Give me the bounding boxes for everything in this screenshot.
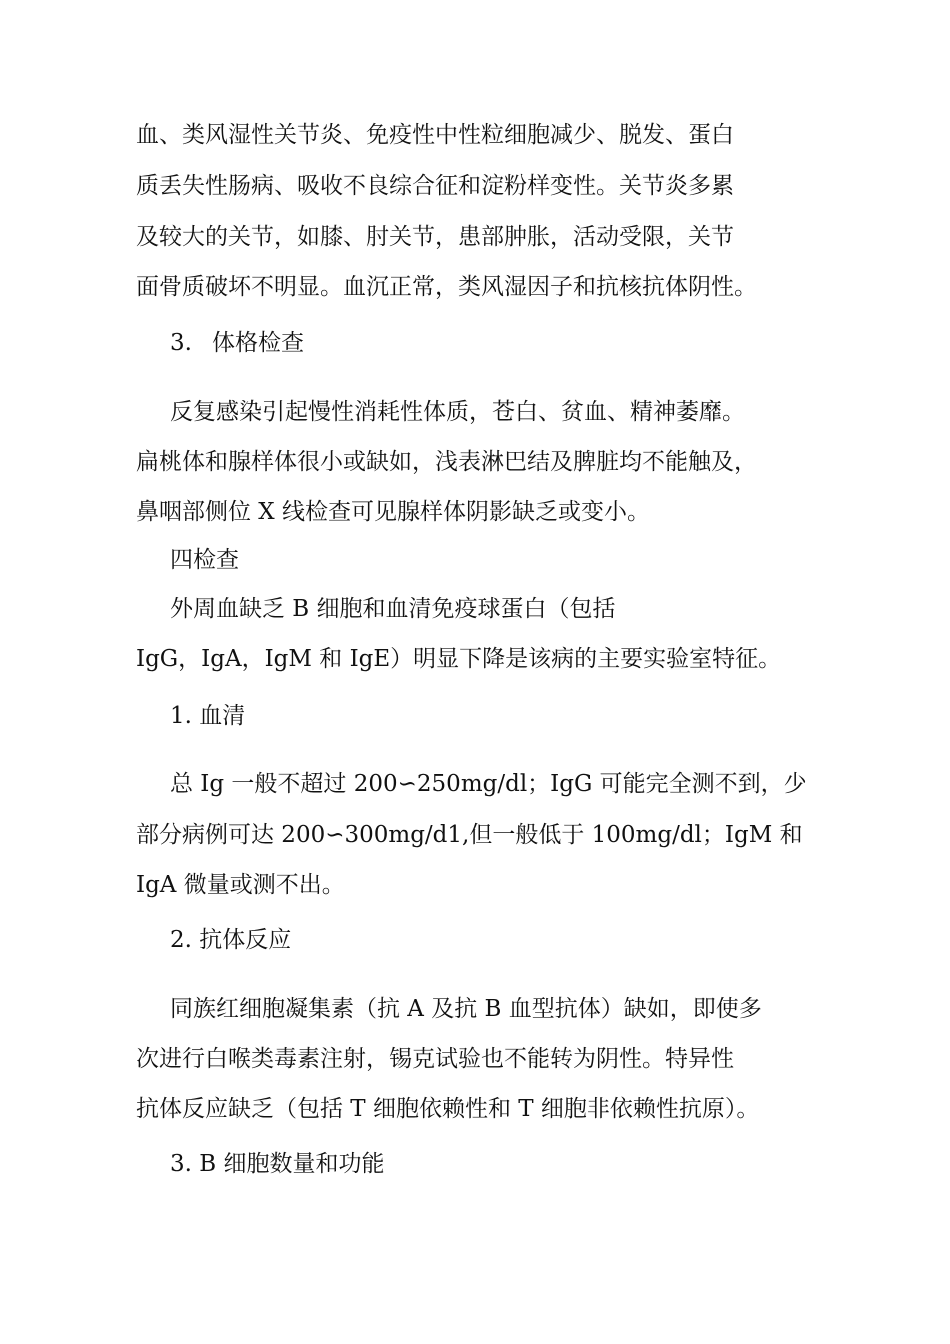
paragraph-line: 次进行白喉类毒素注射，锡克试验也不能转为阴性。特异性 (136, 1046, 734, 1072)
paragraph-line: 及较大的关节，如膝、肘关节，患部肿胀，活动受限，关节 (136, 224, 734, 250)
paragraph-line: 面骨质破坏不明显。血沉正常，类风湿因子和抗核抗体阴性。 (136, 274, 757, 300)
heading-number: 3. (170, 330, 192, 356)
paragraph-line: 抗体反应缺乏（包括 T 细胞依赖性和 T 细胞非依赖性抗原）。 (136, 1096, 760, 1122)
paragraph-line: 外周血缺乏 B 细胞和血清免疫球蛋白（包括 (170, 596, 616, 622)
paragraph-line: 鼻咽部侧位 X 线检查可见腺样体阴影缺乏或变小。 (136, 499, 650, 525)
paragraph-line: 质丢失性肠病、吸收不良综合征和淀粉样变性。关节炎多累 (136, 173, 734, 199)
paragraph-line: 扁桃体和腺样体很小或缺如，浅表淋巴结及脾脏均不能触及， (136, 449, 757, 475)
paragraph-line: 总 Ig 一般不超过 200∽250mg/dl；IgG 可能完全测不到，少 (170, 771, 807, 797)
paragraph-line: 同族红细胞凝集素（抗 A 及抗 B 血型抗体）缺如，即使多 (170, 996, 762, 1022)
section-heading-exam: 四检查 (170, 547, 239, 573)
paragraph-line: 部分病例可达 200∽300mg/d1,但一般低于 100mg/dl；IgM 和 (136, 822, 803, 848)
section-heading-serum: 1. 血清 (170, 703, 246, 729)
paragraph-line: IgA 微量或测不出。 (136, 872, 345, 898)
paragraph-line: 反复感染引起慢性消耗性体质，苍白、贫血、精神萎靡。 (170, 399, 745, 425)
section-heading-bcell: 3. B 细胞数量和功能 (170, 1151, 385, 1177)
section-heading-antibody: 2. 抗体反应 (170, 927, 292, 953)
heading-text: 体格检查 (211, 330, 304, 356)
paragraph-line: 血、类风湿性关节炎、免疫性中性粒细胞减少、脱发、蛋白 (136, 122, 734, 148)
section-heading-physical-exam (170, 328, 860, 358)
paragraph-line: IgG，IgA，IgM 和 IgE）明显下降是该病的主要实验室特征。 (136, 646, 782, 672)
